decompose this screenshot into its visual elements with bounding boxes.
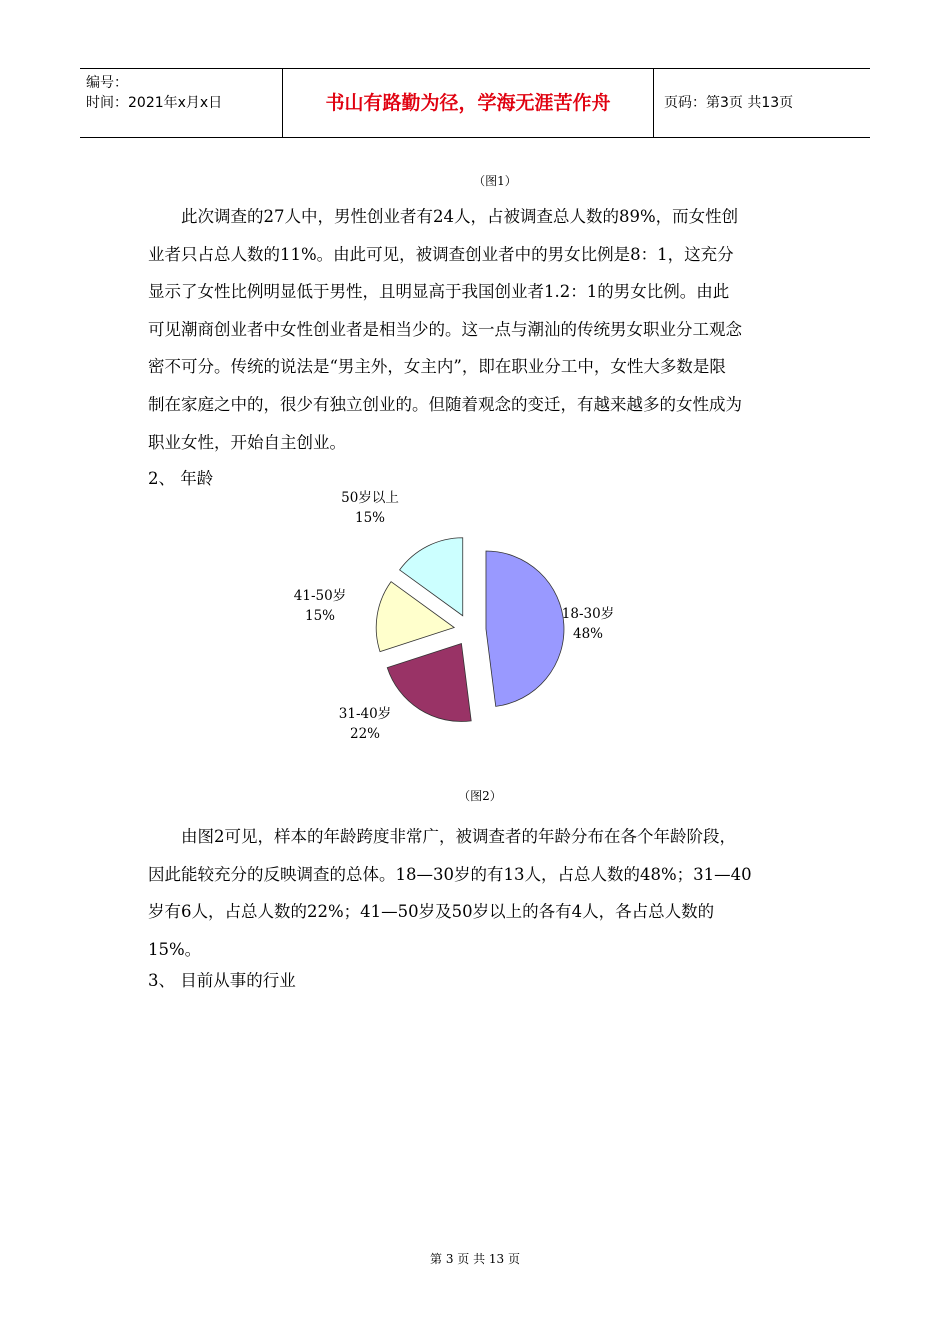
figure1-caption: （图1） [473,174,517,188]
paragraph-gender [148,198,838,461]
figure2-caption: （图2） [458,789,502,803]
paragraph-line: 岁有6人，占总人数的22%；41—50岁及50岁以上的各有4人，各占总人数的 [148,902,715,922]
page-footer: 第 3 页 共 13 页 [430,1252,520,1266]
paragraph-age [148,818,838,968]
pie-value-label: 22% [349,726,381,742]
paragraph-line: 显示了女性比例明显低于男性，且明显高于我国创业者1.2：1的男女比例。由此 [148,282,730,302]
section-heading-age: 2、 年龄 [148,469,214,488]
time-label: 时间：2021年x月x日 [86,95,223,111]
header-info-cell [80,69,283,137]
header-page-label: 页码：第3页 共13页 [664,95,794,111]
paragraph-line: 可见潮商创业者中女性创业者是相当少的。这一点与潮汕的传统男女职业分工观念 [148,319,742,339]
pie-category-label: 18-30岁 [561,606,615,622]
pie-slice-2 [387,644,471,722]
pie-slice-1 [486,551,564,706]
age-pie-chart [270,490,670,780]
pie-category-label: 31-40岁 [338,706,392,722]
pie-category-label: 41-50岁 [293,588,347,604]
paragraph-line: 制在家庭之中的，很少有独立创业的。但随着观念的变迁，有越来越多的女性成为 [148,394,742,414]
header-motto: 书山有路勤为径，学海无涯苦作舟 [283,69,654,137]
header-table [80,68,870,138]
paragraph-line: 职业女性，开始自主创业。 [148,432,346,452]
paragraph-line: 由图2可见，样本的年龄跨度非常广，被调查者的年龄分布在各个年龄阶段， [148,827,736,846]
paragraph-line: 业者只占总人数的11%。由此可见，被调查创业者中的男女比例是8：1，这充分 [148,244,734,264]
pie-category-label: 50岁以上 [341,490,399,506]
pie-value-label: 48% [572,626,604,642]
paragraph-line: 15%。 [148,939,202,959]
paragraph-line: 密不可分。传统的说法是“男主外，女主内”，即在职业分工中，女性大多数是限 [148,357,726,377]
paragraph-line: 此次调查的27人中，男性创业者有24人，占被调查总人数的89%，而女性创 [148,207,739,226]
pie-value-label: 15% [354,510,386,526]
paragraph-line: 因此能较充分的反映调查的总体。18—30岁的有13人，占总人数的48%；31—40 [148,864,752,884]
number-label: 编号： [86,75,128,91]
pie-value-label: 15% [304,608,336,624]
section-heading-industry: 3、 目前从事的行业 [148,971,296,990]
